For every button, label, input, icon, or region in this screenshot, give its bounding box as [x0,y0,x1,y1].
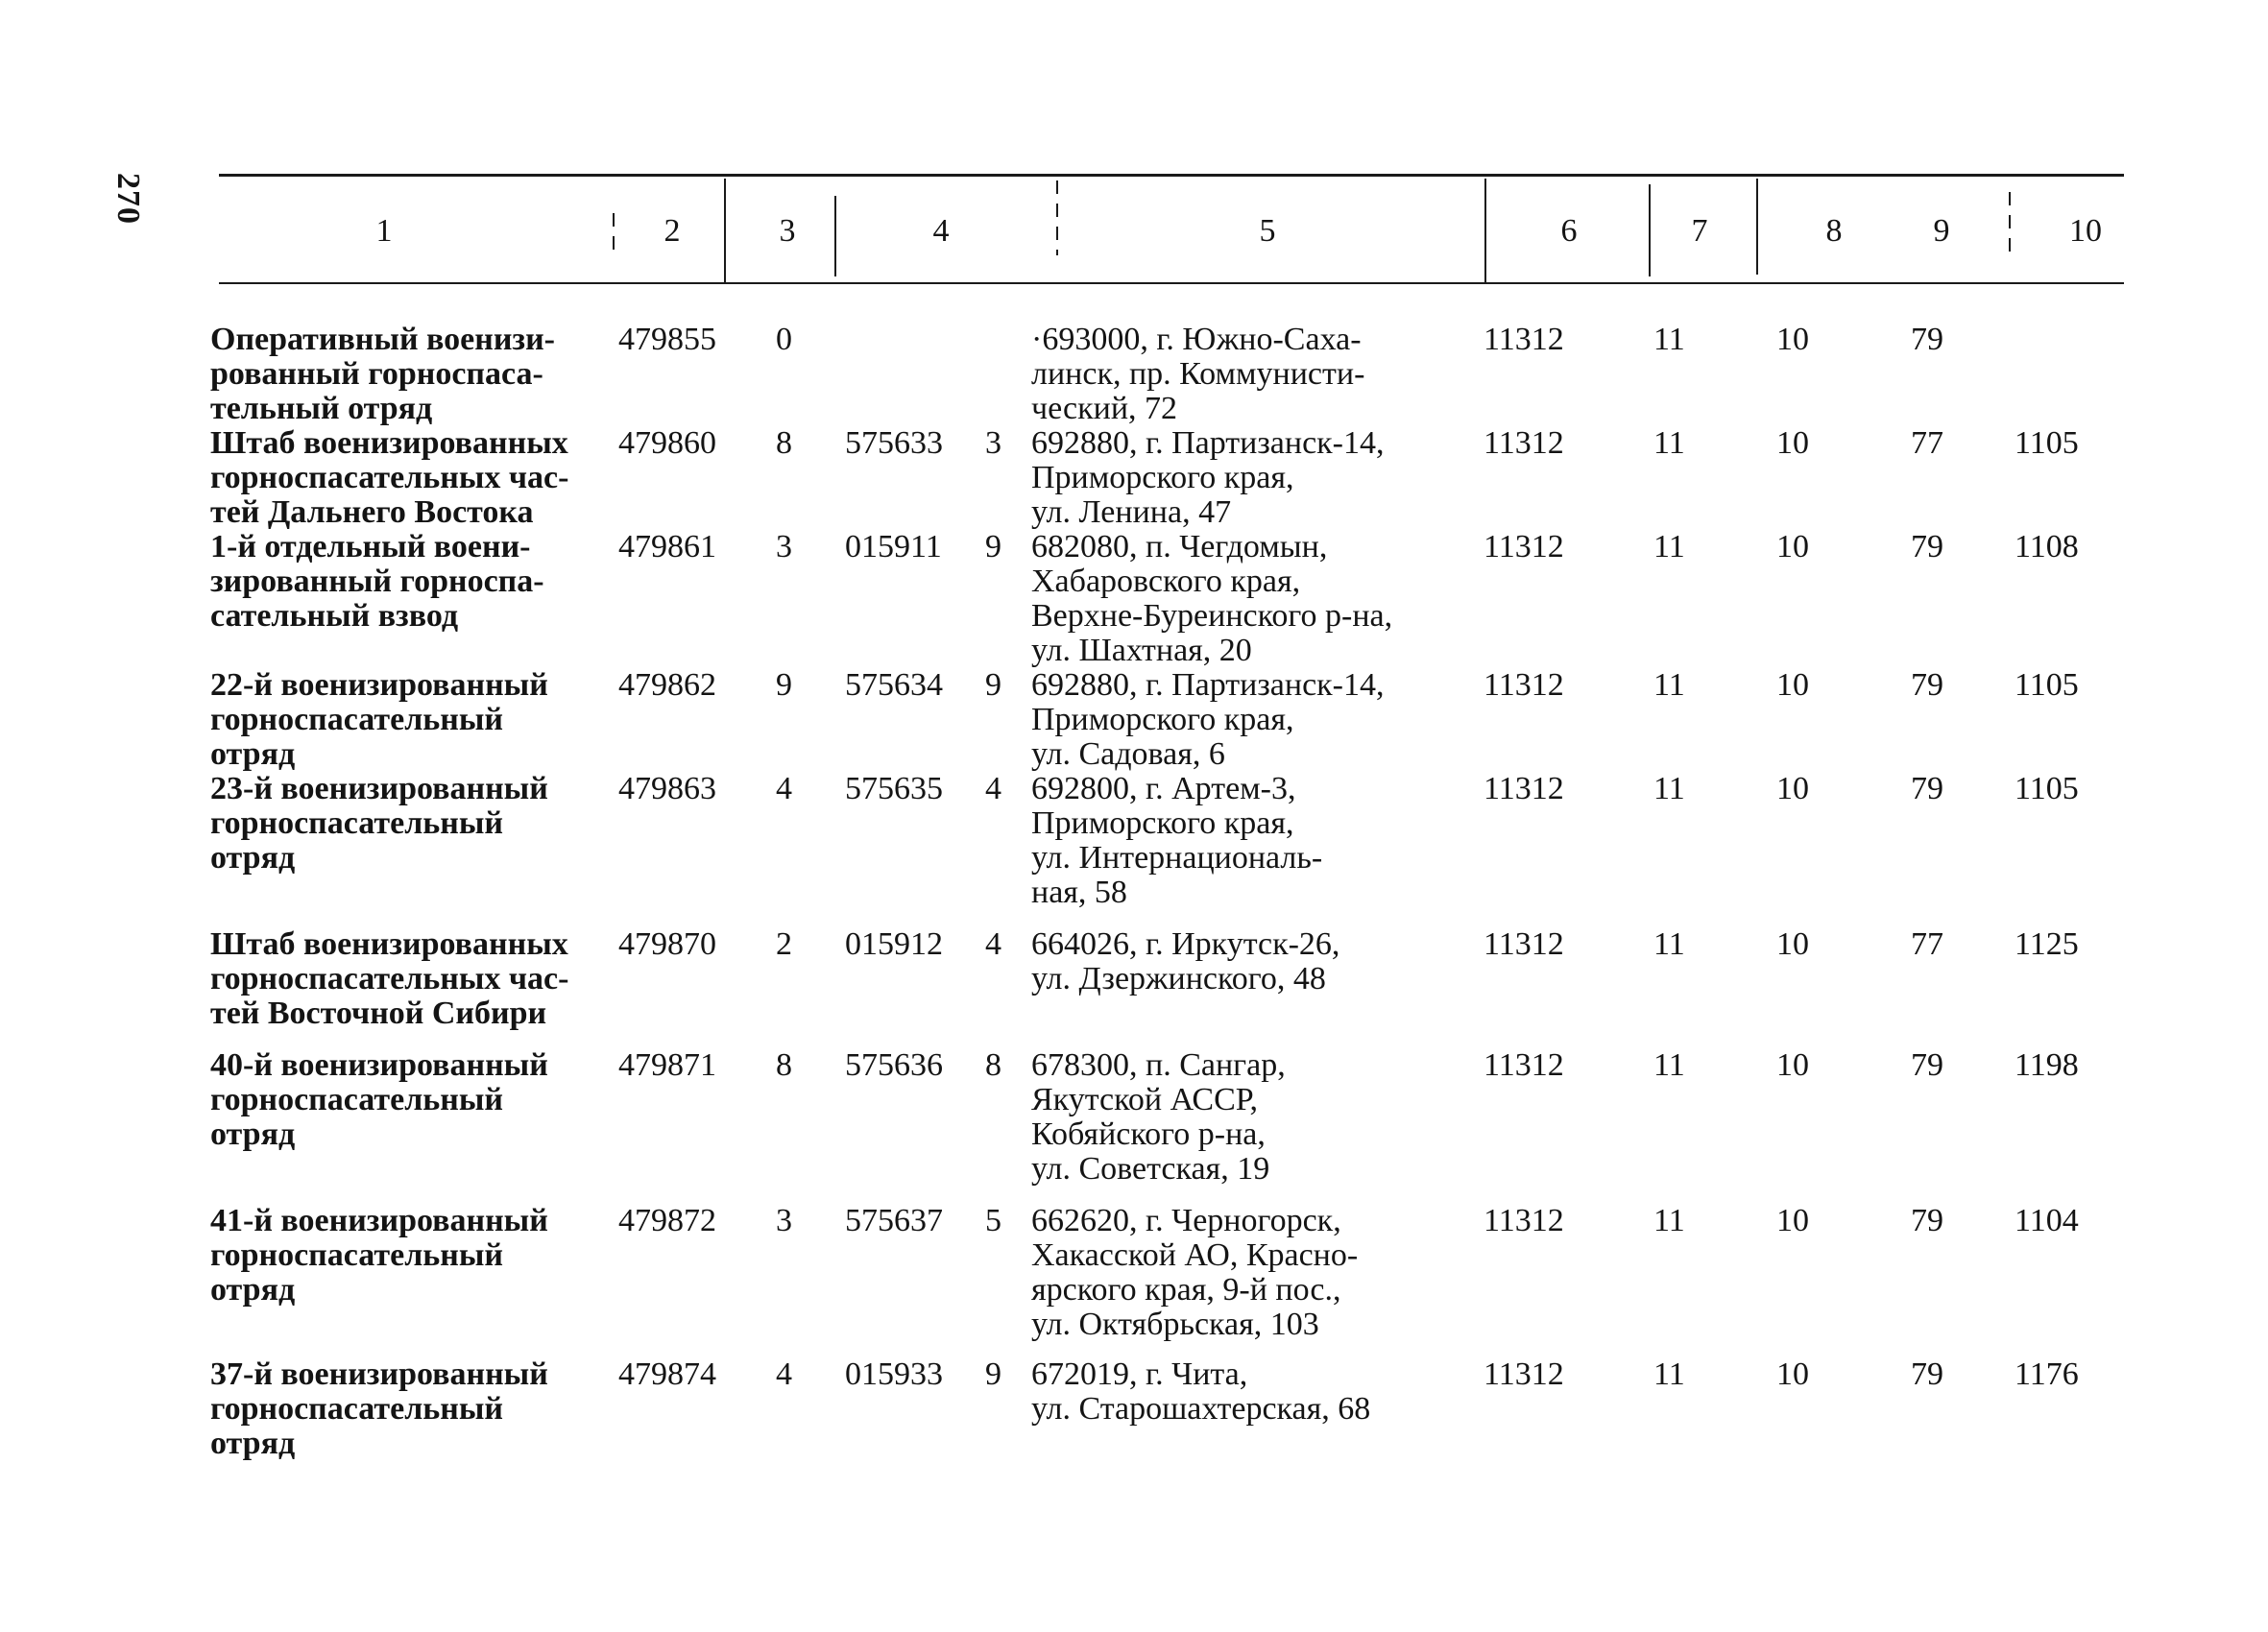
unit-name: 23-й военизированный горноспасательный отряд [210,771,548,876]
code-cell: 479861 [618,529,716,564]
col6-cell: 11312 [1484,1047,1564,1083]
address-cell: 692880, г. Партизанск-14, Приморского края, ул. Ленина, 47 [1031,425,1385,530]
page-number: 270 [110,173,146,225]
check-digit: 0 [776,322,792,357]
col8-cell: 10 [1776,1203,1809,1238]
check-digit: 9 [776,667,792,703]
column-separator [2009,192,2011,255]
col8-cell: 10 [1776,771,1809,806]
top-rule [219,174,2124,177]
col7-cell: 11 [1653,771,1685,806]
col9-cell: 79 [1911,1047,1943,1083]
col7-cell: 11 [1653,1203,1685,1238]
col8-cell: 10 [1776,322,1809,357]
col7-cell: 11 [1653,667,1685,703]
unit-name: 40-й военизированный горноспасательный отряд [210,1047,548,1152]
col10-cell: 1125 [2015,926,2079,962]
column-separator [1649,184,1651,276]
col8-cell: 10 [1776,926,1809,962]
check-digit: 5 [985,1203,1001,1238]
header-cell: 3 [779,213,796,249]
code-cell: 479860 [618,425,716,461]
unit-name: Штаб военизированных горноспасательных час- тей Дальнего Востока [210,425,569,530]
code-cell: 479862 [618,667,716,703]
check-digit: 8 [776,425,792,461]
col7-cell: 11 [1653,529,1685,564]
col7-cell: 11 [1653,322,1685,357]
col10-cell: 1105 [2015,425,2079,461]
number-cell: 575636 [845,1047,943,1083]
header-cell: 9 [1933,213,1950,249]
unit-name: 1-й отдельный воени- зированный горноспа- сательный взвод [210,529,544,634]
header-cell: 7 [1691,213,1708,249]
address-cell: 664026, г. Иркутск-26, ул. Дзержинского, 48 [1031,926,1340,996]
col7-cell: 11 [1653,1356,1685,1392]
check-digit: 2 [776,926,792,962]
check-digit: 3 [776,529,792,564]
check-digit: 9 [985,529,1001,564]
column-separator [613,213,615,252]
number-cell: 575635 [845,771,943,806]
number-cell: 015911 [845,529,942,564]
header-cell: 6 [1560,213,1578,249]
header-cell: 10 [2069,213,2102,249]
unit-name: 22-й военизированный горноспасательный отряд [210,667,548,772]
address-cell: 672019, г. Чита, ул. Старошахтерская, 68 [1031,1356,1371,1427]
col9-cell: 79 [1911,322,1943,357]
number-cell: 575637 [845,1203,943,1238]
code-cell: 479874 [618,1356,716,1392]
col7-cell: 11 [1653,425,1685,461]
col10-cell: 1104 [2015,1203,2079,1238]
unit-name: Штаб военизированных горноспасательных час- тей Восточной Сибири [210,926,569,1031]
check-digit: 4 [776,1356,792,1392]
col6-cell: 11312 [1484,1356,1564,1392]
column-separator [1484,179,1486,282]
col6-cell: 11312 [1484,322,1564,357]
col10-cell: 1176 [2015,1356,2079,1392]
col10-cell: 1108 [2015,529,2079,564]
number-cell: 015933 [845,1356,943,1392]
header-cell: 5 [1259,213,1276,249]
check-digit: 3 [985,425,1001,461]
check-digit: 3 [776,1203,792,1238]
address-cell: 678300, п. Сангар, Якутской АССР, Кобяйского р-на, ул. Советская, 19 [1031,1047,1286,1187]
check-digit: 9 [985,667,1001,703]
column-separator [1056,180,1058,255]
unit-name: Оперативный военизи- рованный горноспаса- тельный отряд [210,322,556,426]
address-cell: 662620, г. Черногорск, Хакасской АО, Красно- ярского края, 9-й пос., ул. Октябрьская, 103 [1031,1203,1359,1342]
check-digit: 4 [776,771,792,806]
col8-cell: 10 [1776,1047,1809,1083]
col9-cell: 79 [1911,771,1943,806]
col7-cell: 11 [1653,926,1685,962]
header-cell: 4 [932,213,950,249]
col6-cell: 11312 [1484,529,1564,564]
col9-cell: 79 [1911,529,1943,564]
column-separator [834,196,836,276]
col10-cell: 1198 [2015,1047,2079,1083]
col8-cell: 10 [1776,667,1809,703]
header-cell: 8 [1825,213,1843,249]
col9-cell: 77 [1911,926,1943,962]
header-cell: 1 [375,213,393,249]
check-digit: 9 [985,1356,1001,1392]
col9-cell: 79 [1911,1203,1943,1238]
col8-cell: 10 [1776,1356,1809,1392]
check-digit: 4 [985,926,1001,962]
col7-cell: 11 [1653,1047,1685,1083]
address-cell: 692800, г. Артем-3, Приморского края, ул. Интернациональ- ная, 58 [1031,771,1323,910]
code-cell: 479863 [618,771,716,806]
header-rule [219,282,2124,284]
number-cell: 575633 [845,425,943,461]
col6-cell: 11312 [1484,926,1564,962]
header-cell: 2 [664,213,681,249]
col8-cell: 10 [1776,425,1809,461]
check-digit: 4 [985,771,1001,806]
code-cell: 479871 [618,1047,716,1083]
address-cell: 692880, г. Партизанск-14, Приморского края, ул. Садовая, 6 [1031,667,1385,772]
unit-name: 41-й военизированный горноспасательный отряд [210,1203,548,1308]
number-cell: 015912 [845,926,943,962]
code-cell: 479870 [618,926,716,962]
col6-cell: 11312 [1484,771,1564,806]
col9-cell: 77 [1911,425,1943,461]
col10-cell: 1105 [2015,771,2079,806]
number-cell: 575634 [845,667,943,703]
address-cell: ·693000, г. Южно-Саха- линск, пр. Коммунисти- ческий, 72 [1031,322,1365,426]
code-cell: 479855 [618,322,716,357]
col9-cell: 79 [1911,667,1943,703]
col10-cell: 1105 [2015,667,2079,703]
col6-cell: 11312 [1484,425,1564,461]
column-separator [724,179,726,282]
address-cell: 682080, п. Чегдомын, Хабаровского края, Верхне-Буреинского р-на, ул. Шахтная, 20 [1031,529,1393,668]
col9-cell: 79 [1911,1356,1943,1392]
col8-cell: 10 [1776,529,1809,564]
unit-name: 37-й военизированный горноспасательный отряд [210,1356,548,1461]
check-digit: 8 [985,1047,1001,1083]
column-separator [1756,179,1758,275]
code-cell: 479872 [618,1203,716,1238]
col6-cell: 11312 [1484,667,1564,703]
check-digit: 8 [776,1047,792,1083]
col6-cell: 11312 [1484,1203,1564,1238]
